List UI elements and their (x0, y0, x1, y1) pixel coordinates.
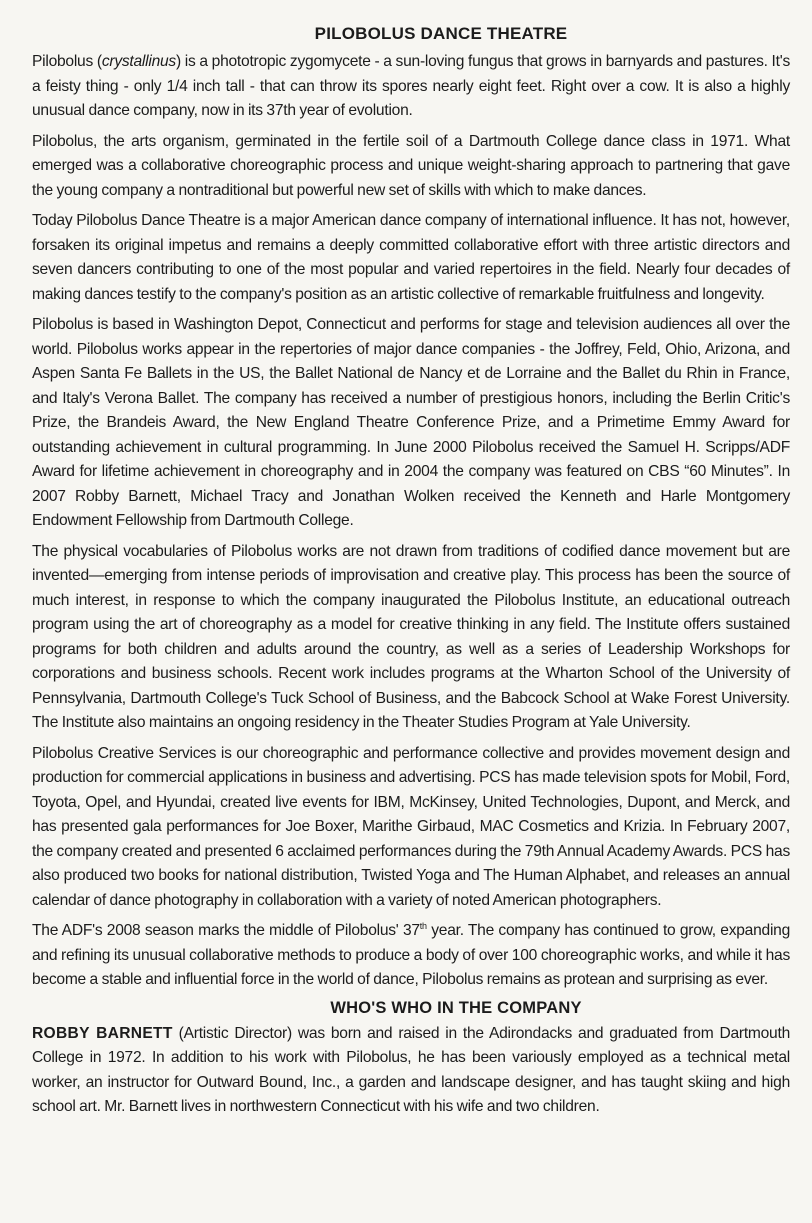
intro-text-end: ) is a phototropic zygomycete - a sun-loving fungus that grows in barnyards and pastures. It's a feisty thing - only 1/4 inch tall - that can throw its spores nearly eight feet. Right over a cow. It is also a highly unusual dance company, now in its 37th year of evolution. (32, 53, 790, 119)
bio-name: ROBBY BARNETT (32, 1024, 173, 1042)
season-text-end: year. The company has continued to grow, expanding and refining its unusual collaborative methods to produce a body of over 100 choreographic works, and while it has become a stable and influential force in the world of dance, Pilobolus remains as protean and surprising as ever. (32, 922, 791, 988)
paragraph-institute: The physical vocabularies of Pilobolus works are not drawn from traditions of codified dance movement but are invented—emerging from intense periods of improvisation and creative play. This process has been the source of much interest, in response to which the company inaugurated the Pilobolus Institute, an educational outreach program using the art of choreography as a model for creative thinking in any field. The Institute offers sustained programs for both children and adults around the country, as well as a series of Leadership Workshops for corporations and business schools. Recent work includes programs at the Wharton School of the University of Pennsylvania, Dartmouth College's Tuck School of Business, and the Babcock School at Wake Forest University. The Institute also maintains an ongoing residency in the Theater Studies Program at Yale University. (32, 542, 790, 731)
intro-italic-term: crystallinus (101, 53, 176, 70)
ordinal-superscript: th (419, 920, 427, 931)
section-title: WHO'S WHO IN THE COMPANY (330, 998, 582, 1017)
paragraph-today: Today Pilobolus Dance Theatre is a major American dance company of international influence. It has not, however, forsaken its original impetus and remains a deeply committed collaborative effort with three artistic directors and seven dancers contributing to one of the most popular and varied repertoires in the field. Nearly four decades of making dances testify to the company's position as an artistic collective of remarkable fruitfulness and longevity. (32, 212, 790, 303)
season-text-start: The ADF's 2008 season marks the middle of Pilobolus' 37 (32, 922, 420, 939)
paragraph-origins: Pilobolus, the arts organism, germinated in the fertile soil of a Dartmouth College dance class in 1971. What emerged was a collaborative choreographic process and unique weight-sharing approach to partnering that gave the young company a nontraditional but powerful new set of skills with which to make dances. (32, 132, 790, 199)
intro-text-start: Pilobolus ( (32, 53, 102, 70)
bio-paragraph (32, 1022, 790, 1120)
bio-text: (Artistic Director) was born and raised in the Adirondacks and graduated from Dartmouth College in 1972. In addition to his work with Pilobolus, he has been variously employed as a technical metal worker, an instructor for Outward Bound, Inc., a garden and landscape designer, and has taught skiing and high school art. Mr. Barnett lives in northwestern Connecticut with his wife and two children. (32, 1024, 790, 1115)
paragraph-base-and-honors: Pilobolus is based in Washington Depot, Connecticut and performs for stage and television audiences all over the world. Pilobolus works appear in the repertories of major dance companies - the Joffrey, Feld, Ohio, Arizona, and Aspen Santa Fe Ballets in the US, the Ballet National de Nancy et de Lorraine and the Ballet du Rhin in France, and Italy's Verona Ballet. The company has received a number of prestigious honors, including the Berlin Critic's Prize, the Brandeis Award, the New England Theatre Conference Prize, and a Primetime Emmy Award for outstanding achievement in cultural programming. In June 2000 Pilobolus received the Samuel H. Scripps/ADF Award for lifetime achievement in choreography and in 2004 the company was featured on CBS “60 Minutes”. In 2007 Robby Barnett, Michael Tracy and Jonathan Wolken received the Kenneth and Harle Montgomery Endowment Fellowship from Dartmouth College. (32, 316, 790, 529)
page-title: PILOBOLUS DANCE THEATRE (314, 24, 568, 43)
paragraph-intro (32, 50, 790, 124)
paragraph-season (32, 919, 790, 993)
paragraph-creative-services: Pilobolus Creative Services is our choreographic and performance collective and provides movement design and production for commercial applications in business and advertising. PCS has made television spots for Mobil, Ford, Toyota, Opel, and Hyundai, created live events for IBM, McKinsey, United Technologies, Dupont, and Merck, and has presented gala performances for Joe Boxer, Marithe Girbaud, MAC Cosmetics and Krizia. In February 2007, the company created and presented 6 acclaimed performances during the 79th Annual Academy Awards. PCS has also produced two books for national distribution, Twisted Yoga and The Human Alphabet, and releases an annual calendar of dance photography in collaboration with a variety of noted American photographers. (32, 744, 790, 909)
